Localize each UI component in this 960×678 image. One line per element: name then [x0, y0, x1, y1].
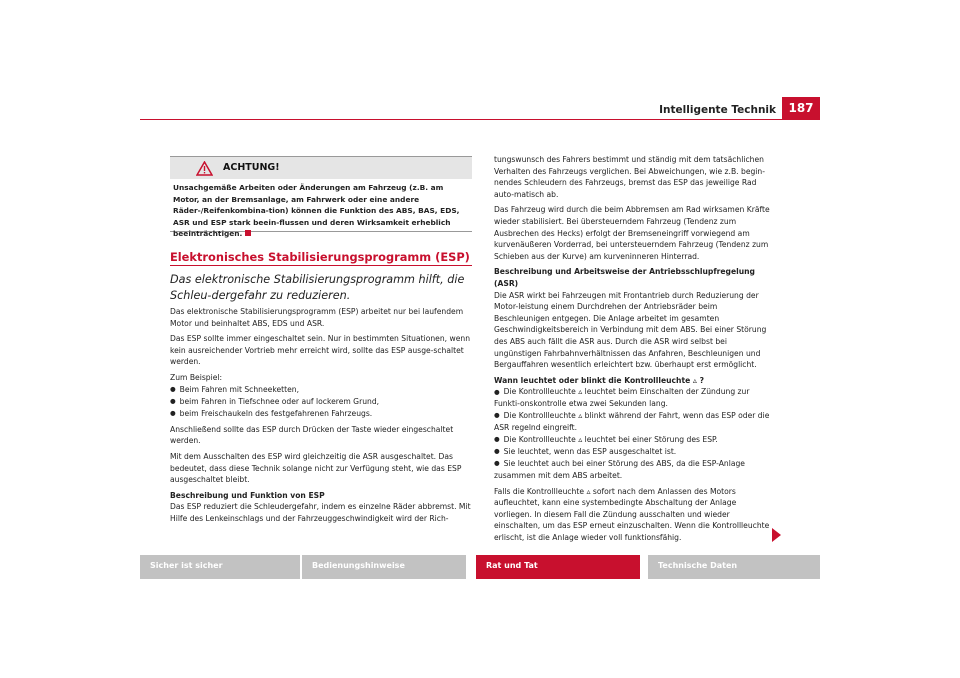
esp-warning-lamp-icon: ▵: [578, 410, 583, 420]
page-header-title: Intelligente Technik: [659, 104, 776, 116]
left-column: [170, 306, 475, 529]
list-item: ● Sie leuchtet, wenn das ESP ausgeschaltet ist.: [494, 446, 774, 458]
warning-text: Unsachgemäße Arbeiten oder Änderungen am Fahrzeug (z.B. am Motor, an der Bremsanlage, am Fahrwerk oder eine andere Räder-/Reifenkombina-tion) können die Funktion des ABS, BAS, EDS, ASR und ESP stark beein-flussen und deren Wirksamkeit erheblich beeinträchtigen.: [173, 183, 460, 239]
paragraph: Falls die Kontrollleuchte ▵ sofort nach dem Anlassen des Motors aufleuchtet, kann eine systembedingte Abschaltung der Anlage vorliegen. In diesem Fall die Zündung ausschalten und wieder einschalten, um das ESP erneut einzuschalten. Wenn die Kontrollleuchte erlischt, ist die Anlage wieder voll funktionsfähig.: [494, 486, 770, 542]
end-mark-icon: [245, 230, 251, 236]
tab-bedienungshinweise[interactable]: Bedienungshinweise: [302, 555, 466, 579]
warning-title: ACHTUNG!: [223, 162, 280, 173]
section-divider: [170, 265, 472, 266]
paragraph: Die ASR wirkt bei Fahrzeugen mit Frontantrieb durch Reduzierung der Motor-leistung einem Durchdrehen der Antriebsräder beim Beschleunigen entgegen. Die Anlage arbeitet im gesamten Geschwindigkeitsbereich in Verbindung mit dem ABS. Bei einer Störung des ABS auch fällt die ASR aus. Durch die ASR wird selbst bei ungünstigen Fahrbahnverhältnissen das Anfahren, Beschleunigen und Bergauffahren wesentlich erleichtert bzw. überhaupt erst ermöglicht.: [494, 290, 767, 370]
warning-header: [170, 157, 472, 179]
list-item: ● Sie leuchtet auch bei einer Störung des ABS, da die ESP-Anlage zusammen mit dem ABS arbeitet.: [494, 458, 774, 482]
list-item: ● Die Kontrollleuchte ▵ leuchtet bei einer Störung des ESP.: [494, 434, 774, 446]
paragraph: Das Fahrzeug wird durch die beim Abbremsen am Rad wirksamen Kräfte wieder stabilisiert. Bei übersteuerndem Fahrzeug (Tendenz zum Ausbrechen des Hecks) erfolgt der Bremseneingriff vorwiegend am kurvenäußeren Vorderrad, bei untersteuerndem Fahrzeug (Tendenz zum Schieben aus der Kurve) am kurveninneren Hinterrad.: [494, 205, 770, 261]
paragraph: Das ESP sollte immer eingeschaltet sein. Nur in bestimmten Situationen, wenn kein ausreichender Vortrieb mehr erreicht wird, sollte das ESP ausge-schaltet werden.: [170, 334, 471, 367]
esp-warning-lamp-icon: ▵: [692, 375, 697, 385]
paragraph: Das ESP reduziert die Schleudergefahr, indem es einzelne Räder abbremst. Mit Hilfe des Lenkeinschlags und der Fahrzeuggeschwindigkeit wird der Rich-: [170, 502, 471, 523]
tab-technische-daten[interactable]: Technische Daten: [648, 555, 820, 579]
paragraph: Anschließend sollte das ESP durch Drücken der Taste wieder eingeschaltet werden.: [170, 424, 454, 446]
warning-triangle-icon: [196, 161, 213, 176]
list-item: ● beim Fahren in Tiefschnee oder auf lockerem Grund,: [170, 396, 475, 408]
esp-warning-lamp-icon: ▵: [578, 387, 583, 397]
list-item: ● Beim Fahren mit Schneeketten,: [170, 384, 475, 396]
list-item: ● Die Kontrollleuchte ▵ leuchtet beim Einschalten der Zündung zur Funkti-onskontrolle etwa zwei Sekunden lang.: [494, 386, 774, 410]
section-title: Elektronisches Stabilisierungsprogramm (ESP): [170, 250, 470, 264]
list-item: ● beim Freischaukeln des festgefahrenen Fahrzeugs.: [170, 408, 475, 420]
tab-sicher-ist-sicher[interactable]: Sicher ist sicher: [140, 555, 300, 579]
paragraph: Mit dem Ausschalten des ESP wird gleichzeitig die ASR ausgeschaltet. Das bedeutet, dass diese Technik solange nicht zur Verfügung steht, wie das ESP ausgeschaltet bleibt.: [170, 452, 462, 485]
list-item: ● Die Kontrollleuchte ▵ blinkt während der Fahrt, wenn das ESP oder die ASR regelnd eingreift.: [494, 410, 774, 434]
subheading: Wann leuchtet oder blinkt die Kontrollleuchte ▵ ?: [494, 375, 704, 385]
paragraph: Das elektronische Stabilisierungsprogramm (ESP) arbeitet nur bei laufendem Motor und beinhaltet ABS, EDS und ASR.: [170, 307, 464, 328]
esp-warning-lamp-icon: ▵: [586, 486, 591, 496]
page-number: 187: [782, 97, 820, 120]
esp-warning-lamp-icon: ▵: [578, 434, 583, 444]
right-column: [494, 154, 774, 548]
next-page-arrow-icon[interactable]: [772, 528, 781, 542]
paragraph: tungswunsch des Fahrers bestimmt und ständig mit dem tatsächlichen Verhalten des Fahrzeugs verglichen. Bei Abweichungen, wie z.B. begin-nendes Schleudern des Fahrzeugs, bremst das ESP das jeweilige Rad auto-matisch ab.: [494, 155, 765, 199]
tab-rat-und-tat[interactable]: Rat und Tat: [476, 555, 640, 579]
paragraph: Zum Beispiel:: [170, 372, 223, 382]
header-divider: [140, 119, 820, 120]
warning-box: [170, 156, 472, 239]
subheading: Beschreibung und Funktion von ESP: [170, 490, 325, 500]
subheading: Beschreibung und Arbeitsweise der Antriebsschlupfregelung (ASR): [494, 267, 755, 288]
section-intro: Das elektronische Stabilisierungsprogramm hilft, die Schleu-dergefahr zu reduzieren.: [170, 273, 465, 302]
